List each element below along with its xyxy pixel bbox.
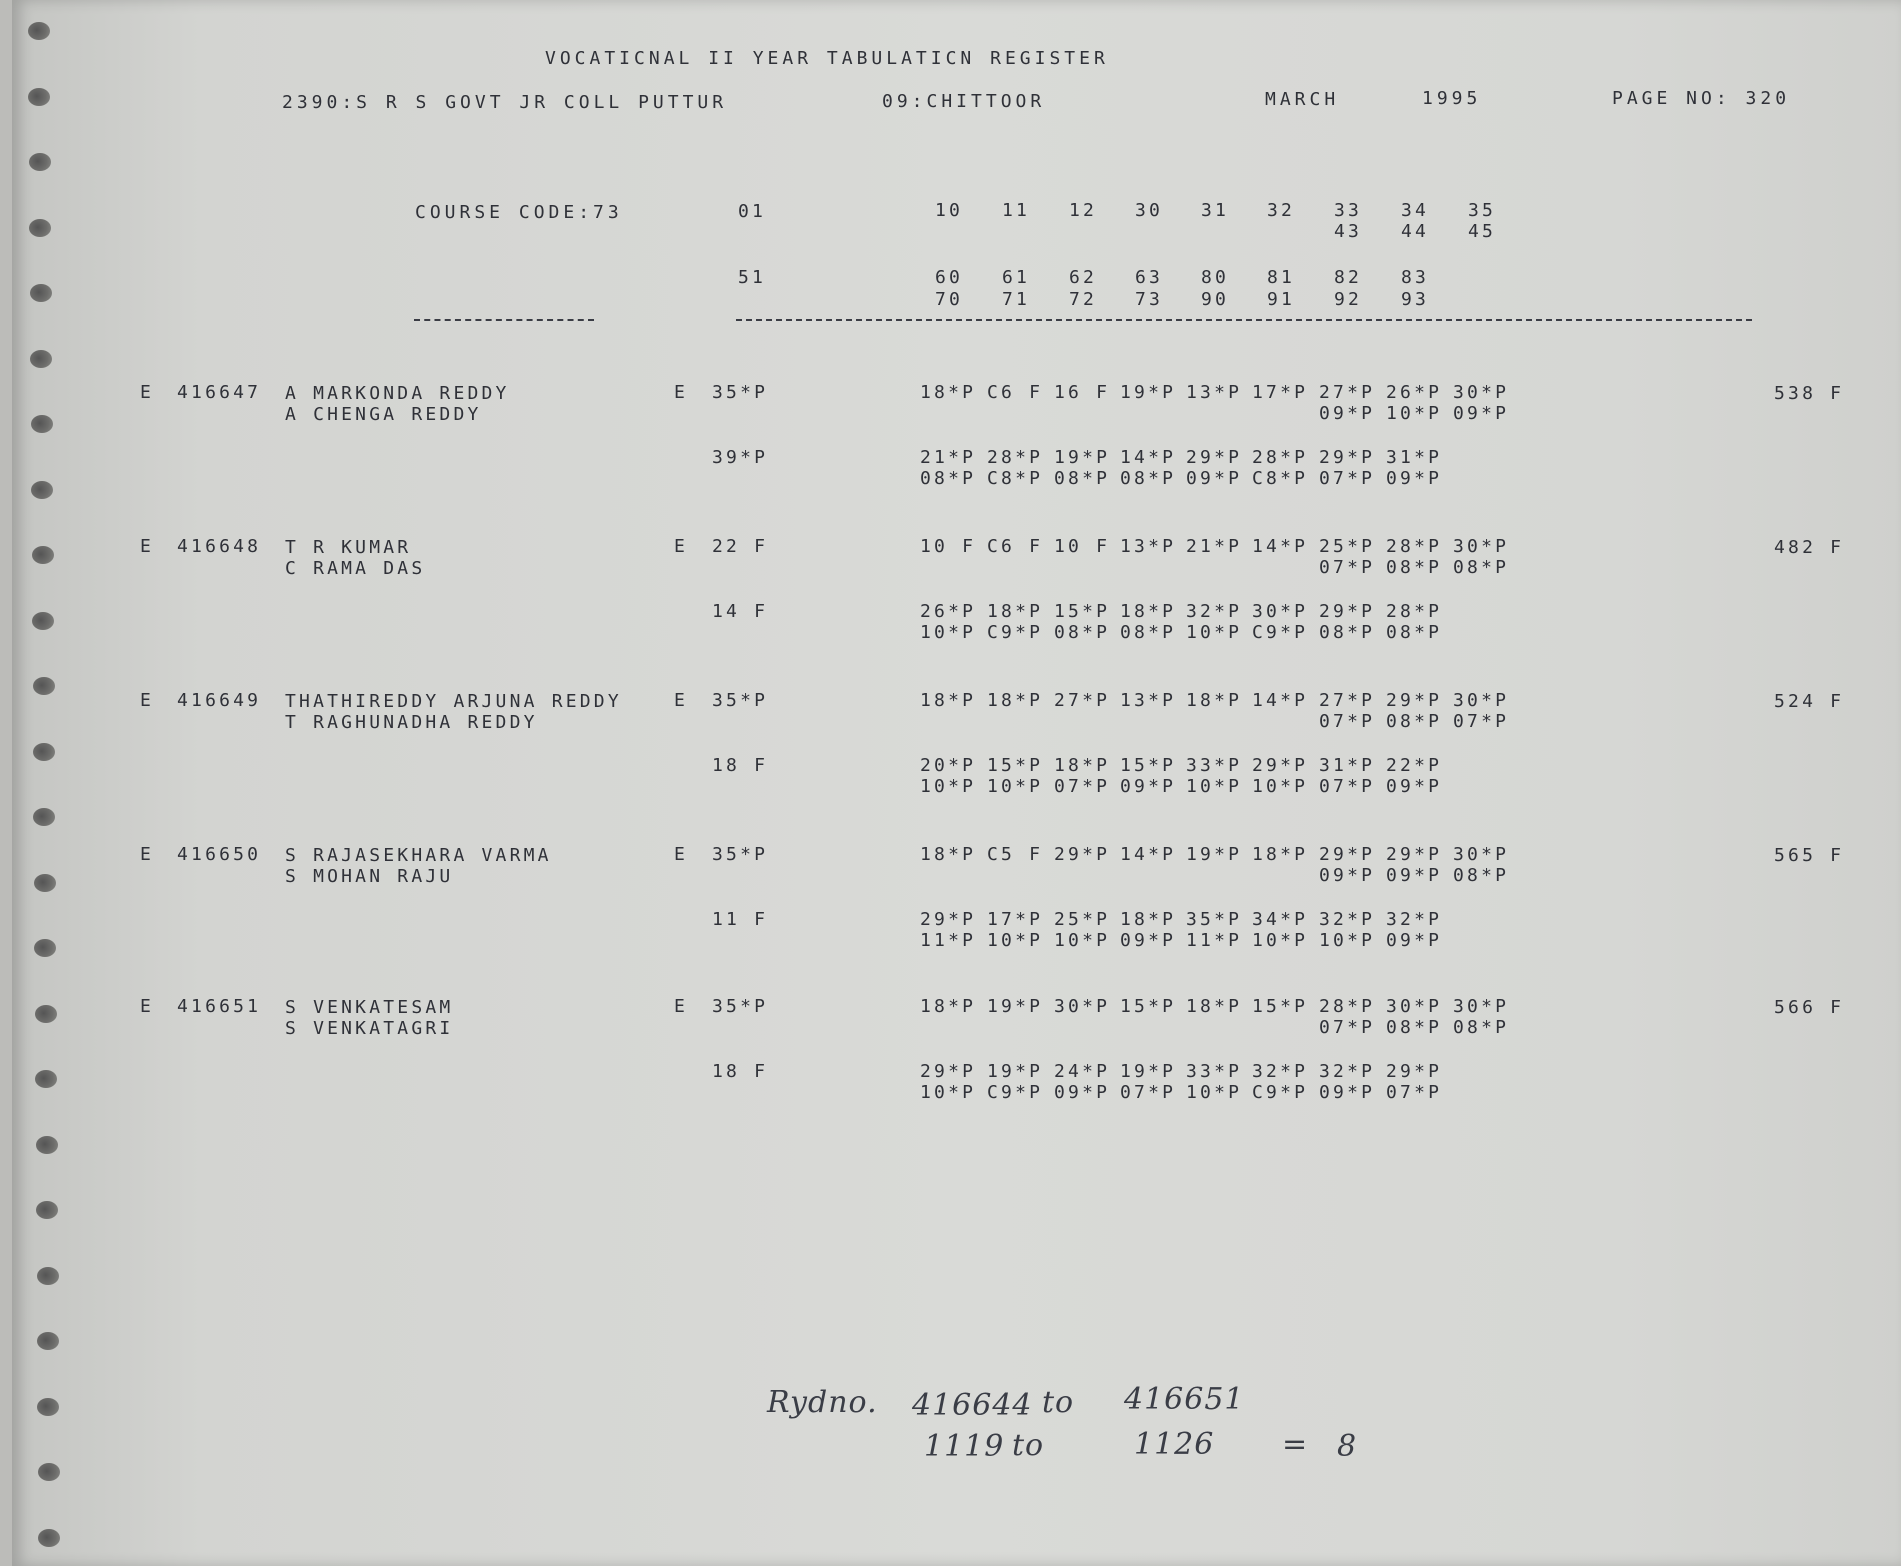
subject-mark: 08*P xyxy=(1120,468,1177,489)
separator-line xyxy=(414,319,594,321)
course-code: 12 xyxy=(1069,200,1098,221)
subject-mark: 08*P xyxy=(1386,1017,1443,1038)
subject-mark: 28*P xyxy=(1386,536,1443,557)
subject-mark: 22*P xyxy=(1386,755,1443,776)
medium-flag: E xyxy=(674,996,689,1017)
course-code: 34 xyxy=(1401,200,1430,221)
record-flag: E xyxy=(140,996,155,1017)
subject-mark: 08*P xyxy=(1386,622,1443,643)
course-code: 80 xyxy=(1201,267,1230,288)
subject-mark: C6 F xyxy=(987,536,1044,557)
subject-mark: 13*P xyxy=(1120,690,1177,711)
course-code: 31 xyxy=(1201,200,1230,221)
handwritten-serial-to: 1126 xyxy=(1134,1427,1215,1462)
subject-mark: 09*P xyxy=(1386,930,1443,951)
subject-mark: 19*P xyxy=(987,1061,1044,1082)
subject-mark: 13*P xyxy=(1186,382,1243,403)
perforation-hole xyxy=(30,350,52,368)
subject-mark: 26*P xyxy=(920,601,977,622)
subject-mark: 08*P xyxy=(1386,557,1443,578)
subject-mark: 10*P xyxy=(1186,622,1243,643)
subject-mark: 15*P xyxy=(1120,996,1177,1017)
perforation-hole xyxy=(33,743,55,761)
subject-mark: 28*P xyxy=(1252,447,1309,468)
handwritten-serial-from: 1119 xyxy=(924,1429,1005,1464)
subject-mark: 10*P xyxy=(1252,930,1309,951)
second-year-mark: 14 F xyxy=(712,601,769,622)
subject-mark: 10 F xyxy=(1054,536,1111,557)
course-code: 30 xyxy=(1135,200,1164,221)
subject-mark: 14*P xyxy=(1120,844,1177,865)
subject-mark: 29*P xyxy=(1054,844,1111,865)
perforation-hole xyxy=(37,1332,59,1350)
subject-mark: 19*P xyxy=(1054,447,1111,468)
subject-mark: 09*P xyxy=(1386,776,1443,797)
subject-mark: 30*P xyxy=(1453,844,1510,865)
subject-mark: 32*P xyxy=(1386,909,1443,930)
course-code: 10 xyxy=(935,200,964,221)
total-mark: 566 F xyxy=(1774,997,1845,1018)
perforation-hole xyxy=(36,1136,58,1154)
record-flag: E xyxy=(140,844,155,865)
subject-mark: 29*P xyxy=(920,909,977,930)
subject-mark: 15*P xyxy=(987,755,1044,776)
course-code: 72 xyxy=(1069,289,1098,310)
subject-mark: 18*P xyxy=(987,690,1044,711)
subject-mark: 13*P xyxy=(1120,536,1177,557)
subject-mark: 29*P xyxy=(1186,447,1243,468)
handwritten-count: 8 xyxy=(1337,1429,1358,1464)
subject-mark: 18*P xyxy=(1054,755,1111,776)
subject-mark: 07*P xyxy=(1319,557,1376,578)
district-name: 09:CHITTOOR xyxy=(882,91,1046,112)
subject-mark: 27*P xyxy=(1054,690,1111,711)
subject-mark: 30*P xyxy=(1386,996,1443,1017)
subject-mark: 25*P xyxy=(1319,536,1376,557)
first-year-mark: 35*P xyxy=(712,690,769,711)
subject-mark: 08*P xyxy=(920,468,977,489)
subject-mark: 19*P xyxy=(1120,382,1177,403)
course-code: 45 xyxy=(1468,221,1497,242)
exam-month: MARCH xyxy=(1265,89,1340,110)
subject-mark: C5 F xyxy=(987,844,1044,865)
registration-number: 416651 xyxy=(177,996,262,1017)
course-code: 73 xyxy=(1135,289,1164,310)
perforation-hole xyxy=(37,1267,59,1285)
first-year-mark: 35*P xyxy=(712,996,769,1017)
subject-mark: 29*P xyxy=(1319,844,1376,865)
subject-mark: C9*P xyxy=(1252,622,1309,643)
subject-mark: 15*P xyxy=(1252,996,1309,1017)
perforation-hole xyxy=(38,1529,60,1547)
second-year-mark: 11 F xyxy=(712,909,769,930)
subject-mark: 18*P xyxy=(1120,601,1177,622)
registration-number: 416650 xyxy=(177,844,262,865)
perforation-hole xyxy=(36,1201,58,1219)
subject-mark: 08*P xyxy=(1453,1017,1510,1038)
father-name: S VENKATAGRI xyxy=(285,1018,454,1039)
subject-mark: 29*P xyxy=(1319,447,1376,468)
course-code: 63 xyxy=(1135,267,1164,288)
subject-mark: 10*P xyxy=(987,776,1044,797)
subject-mark: 10*P xyxy=(920,1082,977,1103)
subject-mark: 33*P xyxy=(1186,1061,1243,1082)
subject-mark: 19*P xyxy=(1120,1061,1177,1082)
course-code: 51 xyxy=(738,267,767,288)
record-flag: E xyxy=(140,690,155,711)
subject-mark: 09*P xyxy=(1319,865,1376,886)
medium-flag: E xyxy=(674,382,689,403)
subject-mark: 09*P xyxy=(1319,1082,1376,1103)
perforation-hole xyxy=(33,677,55,695)
registration-number: 416647 xyxy=(177,382,262,403)
handwritten-to-word: to xyxy=(1042,1385,1075,1420)
subject-mark: 14*P xyxy=(1120,447,1177,468)
subject-mark: 07*P xyxy=(1453,711,1510,732)
subject-mark: 07*P xyxy=(1120,1082,1177,1103)
subject-mark: 18*P xyxy=(987,601,1044,622)
subject-mark: C8*P xyxy=(1252,468,1309,489)
course-code: 93 xyxy=(1401,289,1430,310)
subject-mark: 09*P xyxy=(1186,468,1243,489)
exam-year: 1995 xyxy=(1422,88,1482,109)
subject-mark: 11*P xyxy=(920,930,977,951)
record-flag: E xyxy=(140,536,155,557)
subject-mark: 31*P xyxy=(1386,447,1443,468)
subject-mark: 25*P xyxy=(1054,909,1111,930)
subject-mark: 18*P xyxy=(1252,844,1309,865)
subject-mark: 29*P xyxy=(1386,690,1443,711)
subject-mark: 29*P xyxy=(1252,755,1309,776)
subject-mark: 30*P xyxy=(1252,601,1309,622)
subject-mark: 27*P xyxy=(1319,382,1376,403)
subject-mark: 10*P xyxy=(1319,930,1376,951)
printout-page xyxy=(12,0,1901,1566)
handwritten-reg-from: 416644 xyxy=(912,1388,1033,1423)
total-mark: 538 F xyxy=(1774,383,1845,404)
subject-mark: 09*P xyxy=(1453,403,1510,424)
perforation-hole xyxy=(32,546,54,564)
subject-mark: 10*P xyxy=(987,930,1044,951)
subject-mark: 18*P xyxy=(1186,996,1243,1017)
course-code: 35 xyxy=(1468,200,1497,221)
handwritten-to-word-2: to xyxy=(1012,1428,1045,1463)
subject-mark: 20*P xyxy=(920,755,977,776)
subject-mark: 19*P xyxy=(987,996,1044,1017)
perforation-hole xyxy=(35,1070,57,1088)
course-code: 01 xyxy=(738,201,767,222)
perforation-hole xyxy=(38,1463,60,1481)
medium-flag: E xyxy=(674,690,689,711)
course-code: 82 xyxy=(1334,267,1363,288)
subject-mark: 30*P xyxy=(1453,536,1510,557)
college-name: 2390:S R S GOVT JR COLL PUTTUR xyxy=(282,92,728,113)
course-code: 32 xyxy=(1267,200,1296,221)
second-year-mark: 39*P xyxy=(712,447,769,468)
subject-mark: C9*P xyxy=(987,622,1044,643)
subject-mark: 07*P xyxy=(1319,1017,1376,1038)
father-name: S MOHAN RAJU xyxy=(285,866,454,887)
course-code-label: COURSE CODE:73 xyxy=(415,202,623,223)
student-name: S RAJASEKHARA VARMA xyxy=(285,845,552,866)
handwritten-reg-label: Rydno. xyxy=(767,1385,878,1420)
perforation-hole xyxy=(28,22,50,40)
subject-mark: 32*P xyxy=(1319,909,1376,930)
course-code: 90 xyxy=(1201,289,1230,310)
perforation-hole xyxy=(28,88,50,106)
subject-mark: 10*P xyxy=(1386,403,1443,424)
course-code: 70 xyxy=(935,289,964,310)
perforation-hole xyxy=(37,1398,59,1416)
subject-mark: 32*P xyxy=(1319,1061,1376,1082)
subject-mark: 28*P xyxy=(1319,996,1376,1017)
total-mark: 482 F xyxy=(1774,537,1845,558)
subject-mark: 08*P xyxy=(1319,622,1376,643)
subject-mark: 30*P xyxy=(1054,996,1111,1017)
first-year-mark: 35*P xyxy=(712,382,769,403)
handwritten-equals: = xyxy=(1282,1427,1309,1462)
subject-mark: 09*P xyxy=(1319,403,1376,424)
subject-mark: 10 F xyxy=(920,536,977,557)
course-code: 43 xyxy=(1334,221,1363,242)
student-name: A MARKONDA REDDY xyxy=(285,383,510,404)
perforation-hole xyxy=(31,481,53,499)
subject-mark: 14*P xyxy=(1252,536,1309,557)
perforation-hole xyxy=(34,939,56,957)
perforation-hole xyxy=(34,874,56,892)
subject-mark: 24*P xyxy=(1054,1061,1111,1082)
subject-mark: 15*P xyxy=(1054,601,1111,622)
course-code: 60 xyxy=(935,267,964,288)
subject-mark: 16 F xyxy=(1054,382,1111,403)
record-flag: E xyxy=(140,382,155,403)
subject-mark: 07*P xyxy=(1386,1082,1443,1103)
subject-mark: 29*P xyxy=(920,1061,977,1082)
subject-mark: 10*P xyxy=(1054,930,1111,951)
total-mark: 524 F xyxy=(1774,691,1845,712)
subject-mark: 10*P xyxy=(1252,776,1309,797)
course-code: 44 xyxy=(1401,221,1430,242)
subject-mark: C6 F xyxy=(987,382,1044,403)
course-code: 33 xyxy=(1334,200,1363,221)
subject-mark: 09*P xyxy=(1120,930,1177,951)
subject-mark: 18*P xyxy=(920,996,977,1017)
student-name: S VENKATESAM xyxy=(285,997,454,1018)
subject-mark: 07*P xyxy=(1054,776,1111,797)
subject-mark: 08*P xyxy=(1054,468,1111,489)
subject-mark: 21*P xyxy=(1186,536,1243,557)
perforation-hole xyxy=(31,415,53,433)
course-code: 71 xyxy=(1002,289,1031,310)
course-code: 92 xyxy=(1334,289,1363,310)
registration-number: 416649 xyxy=(177,690,262,711)
subject-mark: 28*P xyxy=(1386,601,1443,622)
course-code: 11 xyxy=(1002,200,1031,221)
subject-mark: 29*P xyxy=(1386,1061,1443,1082)
subject-mark: 10*P xyxy=(1186,1082,1243,1103)
subject-mark: 33*P xyxy=(1186,755,1243,776)
subject-mark: 17*P xyxy=(987,909,1044,930)
subject-mark: 18*P xyxy=(920,844,977,865)
registration-number: 416648 xyxy=(177,536,262,557)
subject-mark: 08*P xyxy=(1120,622,1177,643)
subject-mark: 09*P xyxy=(1054,1082,1111,1103)
subject-mark: C9*P xyxy=(987,1082,1044,1103)
perforation-hole xyxy=(32,612,54,630)
subject-mark: 35*P xyxy=(1186,909,1243,930)
subject-mark: 34*P xyxy=(1252,909,1309,930)
subject-mark: 07*P xyxy=(1319,468,1376,489)
father-name: A CHENGA REDDY xyxy=(285,404,482,425)
subject-mark: 30*P xyxy=(1453,690,1510,711)
subject-mark: 18*P xyxy=(920,382,977,403)
subject-mark: 07*P xyxy=(1319,711,1376,732)
course-code: 83 xyxy=(1401,267,1430,288)
subject-mark: 17*P xyxy=(1252,382,1309,403)
subject-mark: 14*P xyxy=(1252,690,1309,711)
page-number: PAGE NO: 320 xyxy=(1612,88,1791,109)
subject-mark: 08*P xyxy=(1453,557,1510,578)
register-title: VOCATICNAL II YEAR TABULATICN REGISTER xyxy=(545,48,1109,69)
father-name: C RAMA DAS xyxy=(285,558,426,579)
subject-mark: 29*P xyxy=(1386,844,1443,865)
first-year-mark: 35*P xyxy=(712,844,769,865)
first-year-mark: 22 F xyxy=(712,536,769,557)
subject-mark: 28*P xyxy=(987,447,1044,468)
medium-flag: E xyxy=(674,536,689,557)
separator-line xyxy=(736,319,1752,321)
subject-mark: 32*P xyxy=(1186,601,1243,622)
subject-mark: C8*P xyxy=(987,468,1044,489)
father-name: T RAGHUNADHA REDDY xyxy=(285,712,538,733)
subject-mark: 18*P xyxy=(1186,690,1243,711)
subject-mark: C9*P xyxy=(1252,1082,1309,1103)
subject-mark: 30*P xyxy=(1453,382,1510,403)
second-year-mark: 18 F xyxy=(712,755,769,776)
student-name: THATHIREDDY ARJUNA REDDY xyxy=(285,691,622,712)
subject-mark: 29*P xyxy=(1319,601,1376,622)
subject-mark: 15*P xyxy=(1120,755,1177,776)
subject-mark: 11*P xyxy=(1186,930,1243,951)
course-code: 62 xyxy=(1069,267,1098,288)
subject-mark: 10*P xyxy=(920,622,977,643)
subject-mark: 07*P xyxy=(1319,776,1376,797)
subject-mark: 10*P xyxy=(1186,776,1243,797)
perforation-hole xyxy=(35,1005,57,1023)
total-mark: 565 F xyxy=(1774,845,1845,866)
subject-mark: 10*P xyxy=(920,776,977,797)
subject-mark: 26*P xyxy=(1386,382,1443,403)
subject-mark: 31*P xyxy=(1319,755,1376,776)
subject-mark: 09*P xyxy=(1120,776,1177,797)
subject-mark: 08*P xyxy=(1054,622,1111,643)
perforation-hole xyxy=(33,808,55,826)
subject-mark: 18*P xyxy=(1120,909,1177,930)
medium-flag: E xyxy=(674,844,689,865)
perforation-hole xyxy=(30,284,52,302)
handwritten-reg-to: 416651 xyxy=(1124,1382,1245,1417)
perforation-hole xyxy=(29,219,51,237)
subject-mark: 18*P xyxy=(920,690,977,711)
course-code: 61 xyxy=(1002,267,1031,288)
course-code: 91 xyxy=(1267,289,1296,310)
subject-mark: 30*P xyxy=(1453,996,1510,1017)
student-name: T R KUMAR xyxy=(285,537,412,558)
subject-mark: 09*P xyxy=(1386,468,1443,489)
subject-mark: 19*P xyxy=(1186,844,1243,865)
subject-mark: 08*P xyxy=(1453,865,1510,886)
course-code: 81 xyxy=(1267,267,1296,288)
second-year-mark: 18 F xyxy=(712,1061,769,1082)
subject-mark: 32*P xyxy=(1252,1061,1309,1082)
subject-mark: 09*P xyxy=(1386,865,1443,886)
perforation-hole xyxy=(29,153,51,171)
subject-mark: 21*P xyxy=(920,447,977,468)
subject-mark: 08*P xyxy=(1386,711,1443,732)
subject-mark: 27*P xyxy=(1319,690,1376,711)
